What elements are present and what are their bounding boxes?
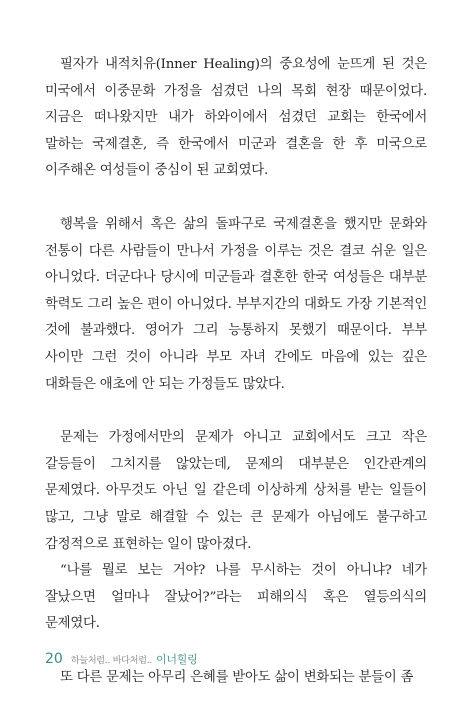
paragraph-2: 행복을 위해서 혹은 삶의 돌파구로 국제결혼을 했지만 문화와 전통이 다른 사람들이 만나서 가정을 이루는 것은 결코 쉬운 일은 아니었다. 더군다나 당시에 미군들과 결혼한 한국 여성들은 대부분 학력도 그리 높은 편이 아니었다. 부부지간의 대화도 가장 기본적인 것에 불과했다. 영어가 그리 능통하지 못했기 때문이다. 부부 사이만 그런 것이 아니라 부모 자녀 간에도 마음에 있는 깊은 대화들은 애초에 안 되는 가정들도 많았다. bbox=[45, 216, 427, 392]
paragraph-1: 필자가 내적치유(Inner Healing)의 중요성에 눈뜨게 된 것은 미국에서 이중문화 가정을 섬겼던 나의 목회 현장 때문이었다. 지금은 떠나왔지만 내가 하와이에서 섬겼던 교회는 한국에서 말하는 국제결혼, 즉 한국에서 미군과 결혼을 한 후 미국으로 이주해온 여성들이 중심이 된 교회였다. bbox=[45, 57, 427, 179]
page-body bbox=[45, 52, 427, 691]
book-subtitle: 이너힐링 bbox=[156, 653, 198, 666]
paragraph-4: “나를 뭘로 보는 거야? 나를 무시하는 것이 아니냐? 네가 잘났으면 얼마나 잘났어?”라는 피해의식 혹은 열등의식의 문제였다. bbox=[45, 563, 427, 632]
paragraph-3: 문제는 가정에서만의 문제가 아니고 교회에서도 크고 작은 갈등들이 그치지를 않았는데, 문제의 대부분은 인간관계의 문제였다. 아무것도 아닌 일 같은데 이상하게 상처를 받는 일들이 많고, 그냥 말로 해결할 수 있는 큰 문제가 아님에도 불구하고 감정적으로 표현하는 일이 많아졌다. bbox=[45, 430, 427, 552]
page-number: 20 bbox=[45, 651, 63, 667]
page-footer bbox=[45, 651, 197, 667]
paragraph-5: 또 다른 문제는 아무리 은혜를 받아도 삶이 변화되는 분들이 좀 bbox=[60, 669, 414, 685]
book-title: 하늘처럼.. 바다처럼.. bbox=[70, 656, 153, 666]
